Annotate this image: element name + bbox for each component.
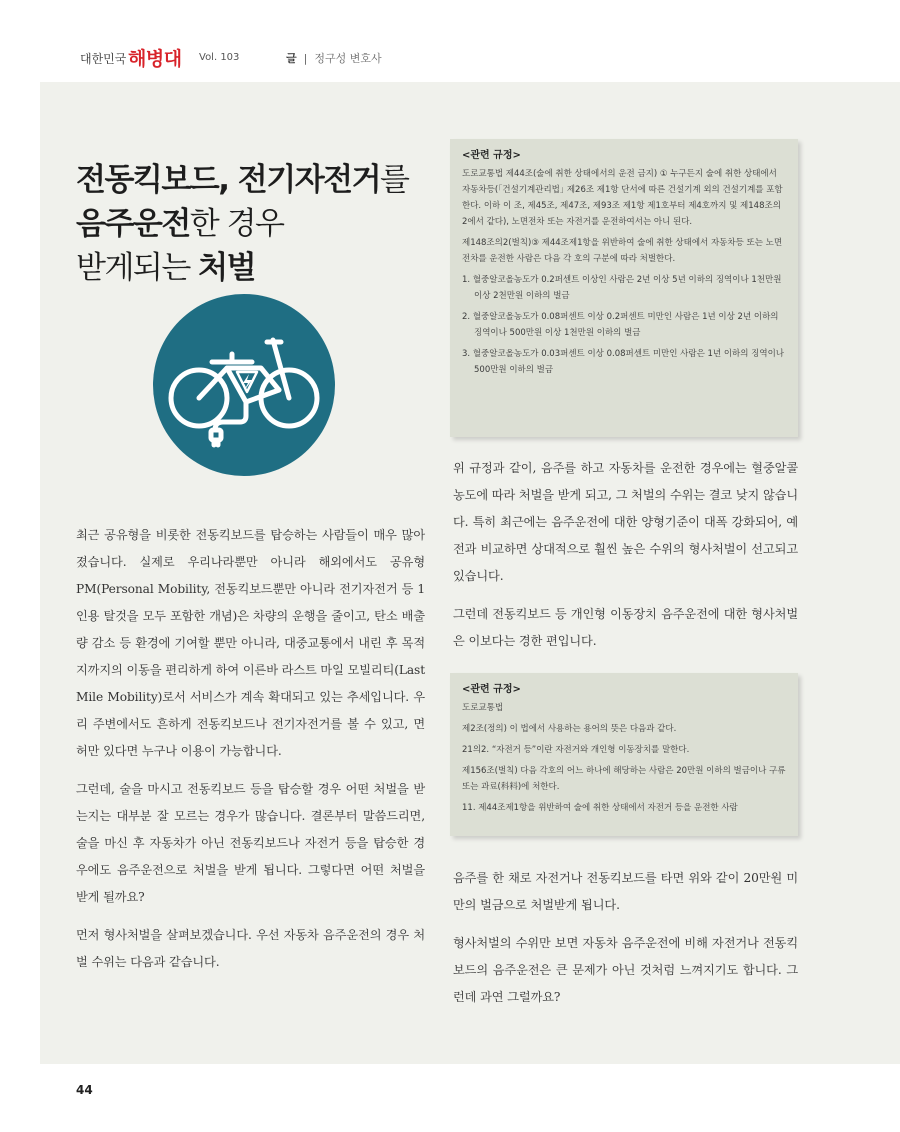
related-rules-box-1 bbox=[450, 139, 798, 437]
title-line1-light: 를 bbox=[380, 162, 409, 198]
article-title bbox=[76, 158, 436, 290]
right-column-text-2 bbox=[453, 865, 798, 1022]
body-paragraph: 그런데 전동킥보드 등 개인형 이동장치 음주운전에 대한 형사처벌은 이보다는 경한 편입니다. bbox=[453, 607, 798, 648]
volume-number: Vol. 103 bbox=[199, 52, 240, 63]
related-rules-heading: <관련 규정> bbox=[462, 684, 521, 695]
brand-prefix: 대한민국 bbox=[80, 52, 127, 66]
body-paragraph: 그런데, 술을 마시고 전동킥보드 등을 탑승할 경우 어떤 처벌을 받는지는 대부분 잘 모르는 경우가 많습니다. 결론부터 말씀드리면, 술을 마신 후 자동차가 아닌 전동킥보드나 자전거 등을 탑승한 경우에도 음주운전으로 처벌을 받게 됩니다. 그렇다면 어떤 처벌을 받게 될까요? bbox=[76, 782, 425, 904]
body-paragraph: 최근 공유형을 비롯한 전동킥보드를 탑승하는 사람들이 매우 많아졌습니다. 실제로 우리나라뿐만 아니라 해외에서도 공유형 PM(Personal Mobility, 전동킥보드뿐만 아니라 전기자전거 등 1인용 탈것을 모두 포함한 개념)은 차량의 운행을 줄이고, 탄소 배출량 감소 등 환경에 기여할 뿐만 아니라, 대중교통에서 내린 후 목적지까지의 이동을 편리하게 하여 이른바 라스트 마일 모빌리티(Last Mile Mobility)로서 서비스가 계속 확대되고 있는 추세입니다. 우리 주변에서도 흔하게 전동킥보드나 전기자전거를 볼 수 있고, 면허만 있다면 누구나 이용이 가능합니다. bbox=[76, 528, 426, 758]
rule-line: 21의2. “자전거 등”이란 자전거와 개인형 이동장치를 말한다. bbox=[462, 745, 690, 755]
page-header bbox=[0, 0, 900, 82]
rule-line: 11. 제44조제1항을 위반하여 술에 취한 상태에서 자전거 등을 운전한 사람 bbox=[462, 803, 738, 813]
title-line2-light: 한 경우 bbox=[189, 206, 284, 242]
page-number: 44 bbox=[76, 1083, 93, 1097]
body-paragraph: 형사처벌의 수위만 보면 자동차 음주운전에 비해 자전거나 전동킥보드의 음주운전은 큰 문제가 아닌 것처럼 느껴지기도 합니다. 그런데 과연 그럴까요? bbox=[453, 936, 798, 1004]
title-line3-bold: 처벌 bbox=[198, 250, 256, 286]
rule-paragraph: 도로교통법 제44조(술에 취한 상태에서의 운전 금지) ① 누구든지 술에 취한 상태에서 자동차등(｢건설기계관리법｣ 제26조 제1항 단서에 따른 건설기계 외의 건설기계를 포함한다. 이하 이 조, 제45조, 제47조, 제93조 제1항 제1호부터 제4호까지 및 제148조의2에서 같다), 노면전차 또는 자전거를 운전하여서는 아니 된다. bbox=[462, 169, 783, 227]
rule-list-item: 1. 혈중알코올농도가 0.2퍼센트 이상인 사람은 2년 이상 5년 이하의 징역이나 1천만원 이상 2천만원 이하의 벌금 bbox=[462, 275, 782, 301]
electric-bicycle-icon bbox=[153, 294, 335, 476]
related-rules-box-2 bbox=[450, 673, 798, 836]
related-rules-heading: <관련 규정> bbox=[462, 150, 521, 161]
rule-list-item: 2. 혈중알코올농도가 0.08퍼센트 이상 0.2퍼센트 미만인 사람은 1년 이상 2년 이하의 징역이나 500만원 이상 1천만원 이하의 벌금 bbox=[462, 312, 779, 338]
brand-name: 해병대 bbox=[128, 48, 182, 70]
title-line1-bold: 전동킥보드, 전기자전거 bbox=[76, 162, 381, 198]
rule-list-item: 3. 혈중알코올농도가 0.03퍼센트 이상 0.08퍼센트 미만인 사람은 1년 이하의 징역이나 500만원 이하의 벌금 bbox=[462, 349, 785, 375]
title-line3-light: 받게되는 bbox=[76, 250, 199, 286]
rule-line: 도로교통법 bbox=[462, 703, 504, 713]
byline-author: 정구성 변호사 bbox=[314, 52, 382, 65]
right-column-text-1 bbox=[453, 455, 798, 666]
body-paragraph: 위 규정과 같이, 음주를 하고 자동차를 운전한 경우에는 혈중알콜농도에 따라 처벌을 받게 되고, 그 처벌의 수위는 결코 낮지 않습니다. 특히 최근에는 음주운전에 대한 양형기준이 대폭 강화되어, 예전과 비교하면 상대적으로 훨씬 높은 수위의 형사처벌이 선고되고 있습니다. bbox=[453, 461, 799, 583]
byline: 글 | 정구성 변호사 bbox=[286, 52, 382, 65]
rule-line: 제2조(정의) 이 법에서 사용하는 용어의 뜻은 다음과 같다. bbox=[462, 724, 677, 734]
body-paragraph: 먼저 형사처벌을 살펴보겠습니다. 우선 자동차 음주운전의 경우 처벌 수위는 다음과 같습니다. bbox=[76, 928, 425, 969]
body-paragraph: 음주를 한 채로 자전거나 전동킥보드를 타면 위와 같이 20만원 미만의 벌금으로 처벌받게 됩니다. bbox=[453, 871, 798, 912]
rule-line: 제156조(벌칙) 다음 각호의 어느 하나에 해당하는 사람은 20만원 이하의 벌금이나 구류 또는 과료(科料)에 처한다. bbox=[462, 766, 786, 792]
title-line2-bold: 음주운전 bbox=[76, 206, 190, 242]
rule-paragraph: 제148조의2(벌칙)③ 제44조제1항을 위반하여 술에 취한 상태에서 자동차등 또는 노면전차를 운전한 사람은 다음 각 호의 구분에 따라 처벌한다. bbox=[462, 238, 783, 264]
left-column-text bbox=[76, 522, 425, 987]
byline-label: 글 bbox=[286, 52, 297, 65]
